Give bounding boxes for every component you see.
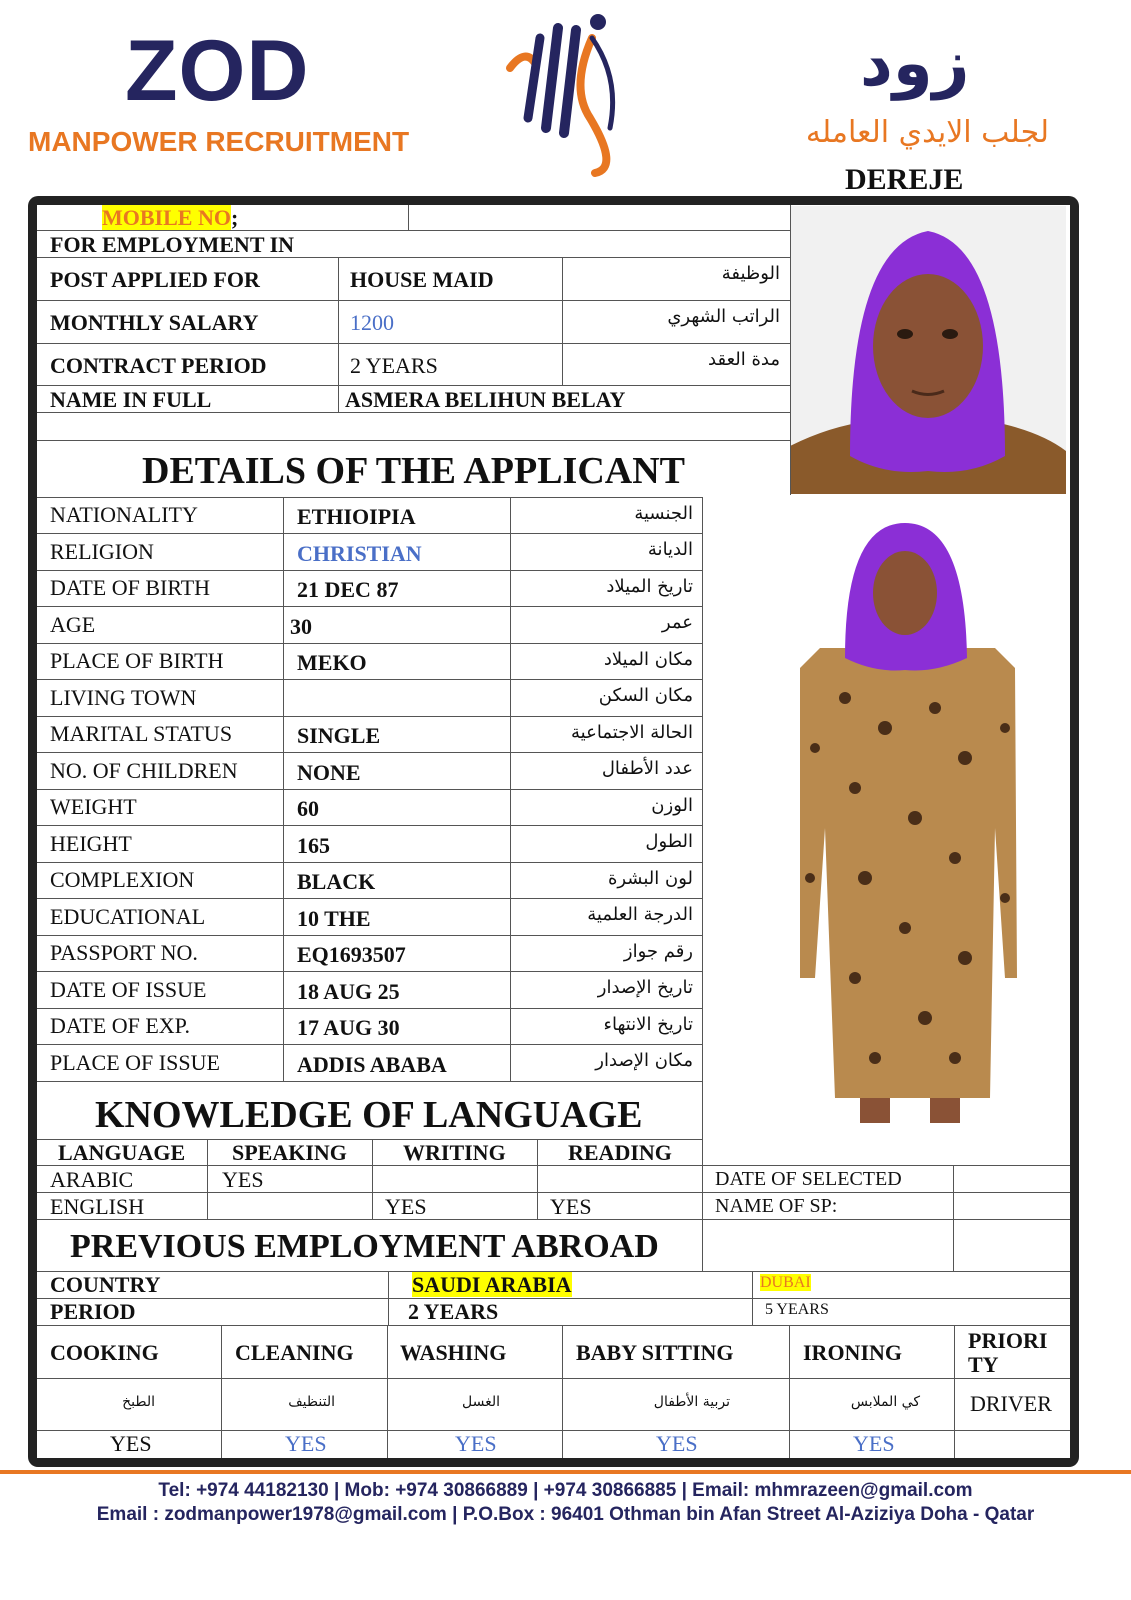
arabic-subtitle: لجلب الايدي العامله	[805, 115, 1050, 150]
skill-ar-ironing: كي الملابس	[850, 1394, 920, 1410]
skill-header-ironing: IRONING	[803, 1340, 903, 1365]
language-title: KNOWLEDGE OF LANGUAGE	[95, 1094, 643, 1136]
detail-value-complexion: BLACK	[297, 869, 376, 894]
detail-label-marital: MARITAL STATUS	[50, 721, 233, 746]
detail-label-dob: DATE OF BIRTH	[50, 575, 211, 600]
detail-value-dob: 21 DEC 87	[297, 577, 399, 602]
detail-ar-marital: الحالة الاجتماعية	[571, 722, 693, 743]
post-label: POST APPLIED FOR	[50, 267, 260, 292]
contract-label: CONTRACT PERIOD	[50, 353, 267, 378]
salary-arabic: الراتب الشهري	[667, 306, 780, 327]
post-value: HOUSE MAID	[350, 267, 494, 292]
name-sp-label: NAME OF SP:	[715, 1195, 838, 1217]
skill-header-cleaning: CLEANING	[235, 1340, 354, 1365]
detail-value-nationality: ETHIOIPIA	[297, 504, 416, 529]
detail-ar-complexion: لون البشرة	[607, 868, 693, 889]
company-logo-icon	[500, 8, 650, 178]
skill-value-cleaning: YES	[285, 1431, 327, 1456]
detail-label-pob: PLACE OF BIRTH	[50, 648, 224, 673]
detail-value-pob: MEKO	[297, 650, 367, 675]
country-label: COUNTRY	[50, 1272, 161, 1297]
detail-label-passport: PASSPORT NO.	[50, 940, 198, 965]
lang-header-language: LANGUAGE	[58, 1140, 186, 1165]
date-selected-label: DATE OF SELECTED	[715, 1168, 902, 1190]
detail-label-religion: RELIGION	[50, 539, 154, 564]
detail-value-passport: EQ1693507	[297, 942, 406, 967]
lang-header-writing: WRITING	[403, 1140, 506, 1165]
employment-in-label: FOR EMPLOYMENT IN	[50, 232, 295, 257]
skill-value-ironing: YES	[853, 1431, 895, 1456]
detail-value-education: 10 THE	[297, 906, 371, 931]
detail-label-nationality: NATIONALITY	[50, 502, 198, 527]
contract-arabic: مدة العقد	[708, 349, 780, 370]
detail-ar-issue-date: تاريخ الإصدار	[597, 977, 693, 998]
detail-label-issue-place: PLACE OF ISSUE	[50, 1050, 220, 1075]
skill-header-priority: PRIORI TY	[968, 1328, 1048, 1378]
lang-english-writing: YES	[385, 1194, 427, 1219]
detail-value-height: 165	[297, 833, 330, 858]
lang-header-reading: READING	[568, 1140, 672, 1165]
priority-value: DRIVER	[970, 1391, 1052, 1416]
skill-header-washing: WASHING	[400, 1340, 507, 1365]
skill-ar-washing: الغسل	[461, 1394, 500, 1410]
footer-contact-line-2: Email : zodmanpower1978@gmail.com | P.O.Box : 96401 Othman bin Afan Street Al-Aziziya Doha - Qatar	[96, 1504, 1035, 1525]
skill-value-washing: YES	[455, 1431, 497, 1456]
name-label: NAME IN FULL	[50, 387, 212, 412]
detail-ar-pob: مكان الميلاد	[603, 649, 693, 670]
footer-divider	[0, 1470, 1131, 1474]
detail-value-age: 30	[290, 614, 312, 639]
detail-label-complexion: COMPLEXION	[50, 867, 195, 892]
detail-label-weight: WEIGHT	[50, 794, 137, 819]
country-value-2: DUBAI	[760, 1274, 811, 1291]
detail-ar-education: الدرجة العلمية	[587, 904, 693, 925]
detail-label-issue-date: DATE OF ISSUE	[50, 977, 207, 1002]
lang-arabic: ARABIC	[50, 1167, 134, 1192]
detail-ar-height: الطول	[645, 831, 693, 852]
detail-ar-issue-place: مكان الإصدار	[595, 1050, 693, 1071]
detail-ar-children: عدد الأطفال	[601, 758, 693, 779]
lang-english: ENGLISH	[50, 1194, 145, 1219]
skill-ar-cooking: الطبخ	[122, 1394, 155, 1410]
period-value-2: 5 YEARS	[765, 1301, 829, 1318]
lang-english-reading: YES	[550, 1194, 592, 1219]
detail-label-height: HEIGHT	[50, 831, 132, 856]
detail-label-children: NO. OF CHILDREN	[50, 758, 238, 783]
detail-ar-weight: الوزن	[651, 795, 693, 816]
salary-label: MONTHLY SALARY	[50, 310, 259, 335]
detail-value-issue-place: ADDIS ABABA	[297, 1052, 447, 1077]
detail-value-exp-date: 17 AUG 30	[297, 1015, 400, 1040]
detail-value-marital: SINGLE	[297, 723, 381, 748]
lang-arabic-speaking: YES	[222, 1167, 264, 1192]
salary-value: 1200	[350, 310, 394, 335]
detail-ar-passport: رقم جواز	[623, 941, 693, 962]
detail-label-education: EDUCATIONAL	[50, 904, 206, 929]
brand-subtitle: MANPOWER RECRUITMENT	[28, 126, 410, 157]
detail-label-exp-date: DATE OF EXP.	[50, 1013, 190, 1038]
detail-value-weight: 60	[297, 796, 319, 821]
post-arabic: الوظيفة	[721, 263, 780, 284]
skill-value-cooking: YES	[110, 1431, 152, 1456]
brand-title: ZOD	[125, 23, 310, 119]
details-title: DETAILS OF THE APPLICANT	[142, 450, 686, 492]
contract-value: 2 YEARS	[350, 353, 438, 378]
detail-label-age: AGE	[50, 612, 96, 637]
detail-value-children: NONE	[297, 760, 361, 785]
lang-header-speaking: SPEAKING	[232, 1140, 347, 1165]
detail-ar-nationality: الجنسية	[634, 503, 693, 524]
detail-ar-exp-date: تاريخ الانتهاء	[603, 1014, 693, 1035]
detail-ar-dob: تاريخ الميلاد	[606, 576, 693, 597]
period-label: PERIOD	[50, 1299, 136, 1324]
name-value: ASMERA BELIHUN BELAY	[345, 387, 626, 412]
country-value: SAUDI ARABIA	[412, 1272, 572, 1297]
detail-value-issue-date: 18 AUG 25	[297, 979, 400, 1004]
skill-ar-cleaning: التنظيف	[288, 1394, 335, 1410]
period-value: 2 YEARS	[408, 1299, 499, 1324]
mobile-label: MOBILE NO;	[102, 205, 239, 230]
detail-value-religion: CHRISTIAN	[297, 541, 422, 566]
applicant-full-photo	[705, 498, 1070, 1163]
previous-title: PREVIOUS EMPLOYMENT ABROAD	[70, 1228, 659, 1265]
detail-label-living-town: LIVING TOWN	[50, 685, 197, 710]
detail-ar-age: عمر	[661, 612, 693, 633]
arabic-brand: زود	[860, 27, 970, 101]
agent-name: DEREJE	[845, 163, 964, 196]
skill-ar-babysitting: تربية الأطفال	[653, 1394, 730, 1410]
detail-ar-living-town: مكان السكن	[598, 685, 693, 706]
skill-header-babysitting: BABY SITTING	[576, 1340, 734, 1365]
footer-contact-line-1: Tel: +974 44182130 | Mob: +974 30866889 | +974 30866885 | Email: mhmrazeen@gmail.com	[158, 1480, 973, 1501]
applicant-portrait-photo	[790, 206, 1066, 494]
skill-value-babysitting: YES	[656, 1431, 698, 1456]
detail-ar-religion: الديانة	[647, 539, 693, 560]
skill-header-cooking: COOKING	[50, 1340, 159, 1365]
